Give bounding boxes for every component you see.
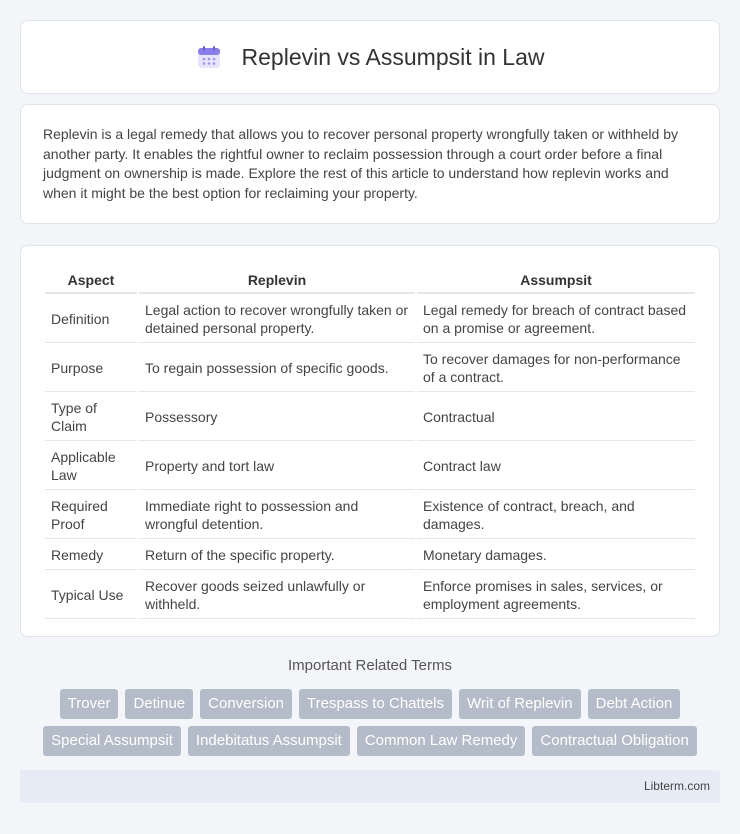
table-cell: Immediate right to possession and wrongful detention. [139,492,415,539]
table-cell: Required Proof [45,492,137,539]
comparison-card [20,245,720,637]
table-cell: Purpose [45,345,137,392]
table-cell: Legal remedy for breach of contract based on a promise or agreement. [417,296,695,343]
table-cell: Recover goods seized unlawfully or withheld. [139,572,415,619]
table-cell: Typical Use [45,572,137,619]
table-header-row [45,268,695,294]
related-term-tag[interactable]: Trespass to Chattels [299,689,452,719]
related-term-tag[interactable]: Detinue [125,689,193,719]
table-cell: Type of Claim [45,394,137,441]
related-terms-title: Important Related Terms [288,657,452,674]
table-cell: Property and tort law [139,443,415,490]
table-cell: Monetary damages. [417,541,695,570]
table-cell: Contract law [417,443,695,490]
column-header: Assumpsit [417,268,695,294]
table-cell: Existence of contract, breach, and damages. [417,492,695,539]
related-terms-row [20,689,720,719]
related-term-tag[interactable]: Writ of Replevin [459,689,581,719]
table-row [45,296,695,343]
table-row [45,492,695,539]
title-card [20,20,720,94]
table-row [45,541,695,570]
table-row [45,443,695,490]
related-term-tag[interactable]: Debt Action [588,689,681,719]
related-term-tag[interactable]: Trover [60,689,119,719]
intro-text: Replevin is a legal remedy that allows you to recover personal property wrongfully taken or withheld by another party. It enables the rightful owner to reclaim possession through a court order before a final judgment on ownership is made. Explore the rest of this article to understand how replevin works and when it might be the best option for reclaiming your property. [43,126,678,201]
table-cell: Contractual [417,394,695,441]
table-cell: Legal action to recover wrongfully taken or detained personal property. [139,296,415,343]
footer [20,770,720,803]
related-term-tag[interactable]: Contractual Obligation [532,726,696,756]
column-header: Aspect [45,268,137,294]
related-term-tag[interactable]: Special Assumpsit [43,726,181,756]
table-cell: To regain possession of specific goods. [139,345,415,392]
calendar-icon [196,44,222,70]
footer-site-link[interactable]: Libterm.com [643,779,710,793]
related-term-tag[interactable]: Indebitatus Assumpsit [188,726,350,756]
related-term-tag[interactable]: Common Law Remedy [357,726,526,756]
table-cell: To recover damages for non-performance of a contract. [417,345,695,392]
comparison-table [43,266,697,621]
table-row [45,345,695,392]
table-cell: Applicable Law [45,443,137,490]
table-cell: Return of the specific property. [139,541,415,570]
table-cell: Enforce promises in sales, services, or employment agreements. [417,572,695,619]
intro-card [20,104,720,224]
related-term-tag[interactable]: Conversion [200,689,292,719]
table-cell: Remedy [45,541,137,570]
table-cell: Definition [45,296,137,343]
related-terms-row [20,726,720,756]
table-row [45,572,695,619]
table-cell: Possessory [139,394,415,441]
column-header: Replevin [139,268,415,294]
page-title: Replevin vs Assumpsit in Law [241,43,545,70]
table-row [45,394,695,441]
